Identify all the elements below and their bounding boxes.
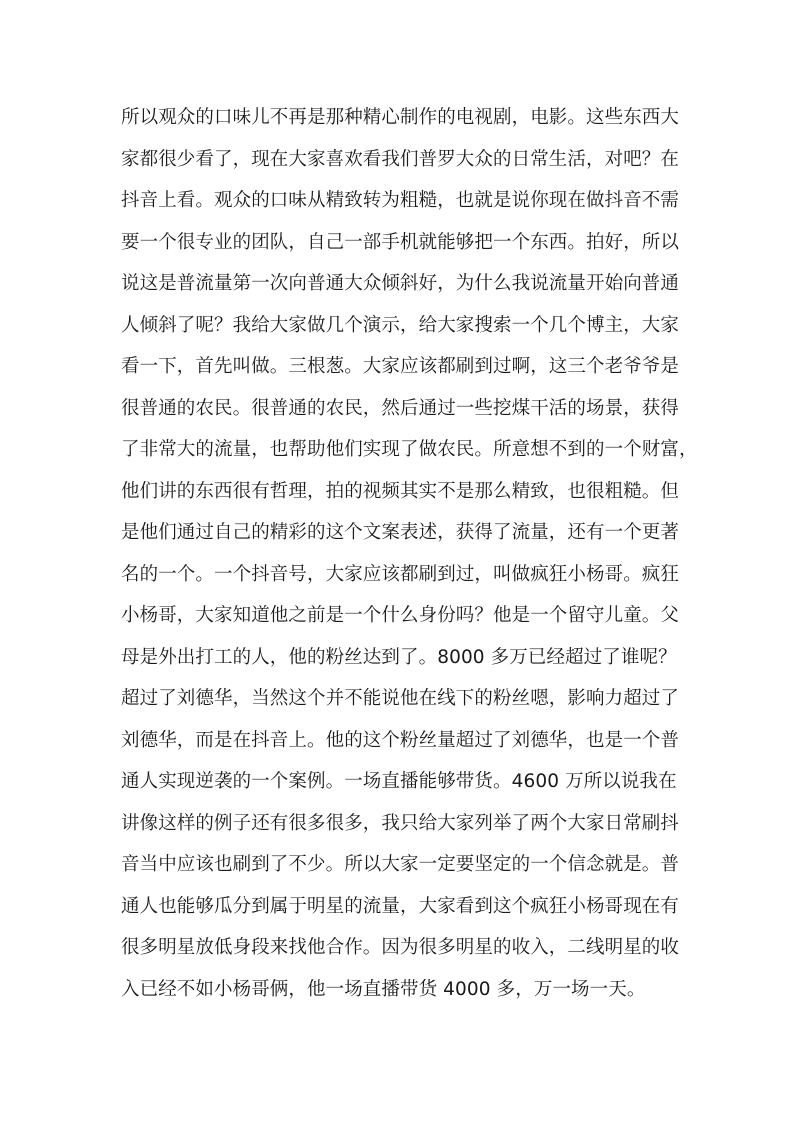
text-line: 音当中应该也刷到了不少。所以大家一定要坚定的一个信念就是。普 [121,854,680,875]
body-paragraph [121,97,698,1010]
text-line: 通人也能够瓜分到属于明星的流量，大家看到这个疯狂小杨哥现在有 [121,895,680,917]
text-line: 所以观众的口味儿不再是那种精心制作的电视剧，电影。这些东西大 [121,107,680,128]
text-line: 要一个很专业的团队，自己一部手机就能够把一个东西。拍好，所以 [121,231,680,253]
text-line: 小杨哥，大家知道他之前是一个什么身份吗？他是一个留守儿童。父 [121,605,680,626]
text-line: 入已经不如小杨哥俩，他一场直播带货 4000 多，万一场一天。 [121,978,646,1000]
text-line: 名的一个。一个抖音号，大家应该都刷到过，叫做疯狂小杨哥。疯狂 [121,563,680,585]
text-line: 通人实现逆袭的一个案例。一场直播能够带货。4600 万所以说我在 [121,771,677,792]
text-line: 超过了刘德华，当然这个并不能说他在线下的粉丝嗯，影响力超过了 [121,688,680,709]
text-line: 了非常大的流量，也帮助他们实现了做农民。所意想不到的一个财富， [121,439,698,460]
text-line: 母是外出打工的人，他的粉丝达到了。8000 多万已经超过了谁呢？ [121,646,677,668]
text-line: 刘德华，而是在抖音上。他的这个粉丝量超过了刘德华，也是一个普 [121,729,680,751]
text-line: 看一下，首先叫做。三根葱。大家应该都刷到过啊，这三个老爷爷是 [121,356,680,377]
text-line: 是他们通过自己的精彩的这个文案表述，获得了流量，还有一个更著 [121,522,680,543]
text-line: 抖音上看。观众的口味从精致转为粗糙，也就是说你现在做抖音不需 [121,190,680,211]
text-line: 他们讲的东西很有哲理，拍的视频其实不是那么精致，也很粗糙。但 [121,480,680,502]
text-line: 很多明星放低身段来找他合作。因为很多明星的收入，二线明星的收 [121,937,680,958]
text-line: 讲像这样的例子还有很多很多，我只给大家列举了两个大家日常刷抖 [121,812,680,834]
text-line: 说这是普流量第一次向普通大众倾斜好，为什么我说流量开始向普通 [121,273,680,294]
text-line: 人倾斜了呢？我给大家做几个演示，给大家搜索一个几个博主，大家 [121,314,680,336]
text-line: 家都很少看了，现在大家喜欢看我们普罗大众的日常生活，对吧？在 [121,148,680,170]
text-line: 很普通的农民。很普通的农民，然后通过一些挖煤干活的场景，获得 [121,397,680,419]
